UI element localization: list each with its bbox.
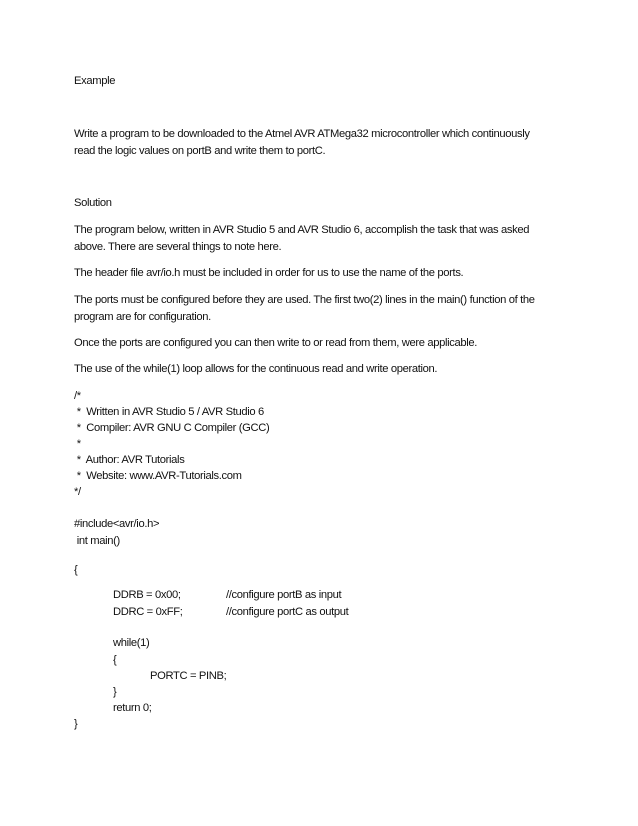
code-include: #include<avr/io.h>: [74, 518, 160, 530]
comment-close: */: [74, 486, 81, 498]
comment-open: /*: [74, 390, 81, 402]
problem-line-1: Write a program to be downloaded to the Atmel AVR ATMega32 microcontroller which continuously: [74, 128, 530, 140]
solution-heading: Solution: [74, 197, 112, 209]
code-ddrb-comment: //configure portB as input: [226, 589, 342, 601]
code-open-brace: {: [74, 564, 78, 576]
code-ddrb-statement: DDRB = 0x00;: [113, 589, 181, 601]
code-ddrc-statement: DDRC = 0xFF;: [113, 606, 183, 618]
comment-line-5: * Website: www.AVR-Tutorials.com: [74, 470, 242, 482]
paragraph-3-line-2: program are for configuration.: [74, 311, 211, 323]
code-return: return 0;: [113, 702, 152, 714]
paragraph-2: The header file avr/io.h must be included in order for us to use the name of the ports.: [74, 267, 464, 279]
paragraph-3-line-1: The ports must be configured before they are used. The first two(2) lines in the main() function of the: [74, 294, 535, 306]
code-portc-statement: PORTC = PINB;: [150, 670, 227, 682]
code-while: while(1): [113, 637, 150, 649]
paragraph-5: The use of the while(1) loop allows for the continuous read and write operation.: [74, 363, 438, 375]
paragraph-1-line-2: above. There are several things to note here.: [74, 241, 282, 253]
paragraph-4: Once the ports are configured you can then write to or read from them, were applicable.: [74, 337, 477, 349]
problem-line-2: read the logic values on portB and write them to portC.: [74, 145, 326, 157]
code-while-open-brace: {: [113, 654, 117, 666]
code-main-signature: int main(): [74, 535, 120, 547]
comment-line-2: * Compiler: AVR GNU C Compiler (GCC): [74, 422, 270, 434]
comment-line-4: * Author: AVR Tutorials: [74, 454, 185, 466]
comment-line-1: * Written in AVR Studio 5 / AVR Studio 6: [74, 406, 264, 418]
example-heading: Example: [74, 75, 116, 87]
code-while-close-brace: }: [113, 686, 117, 698]
comment-line-3: *: [74, 438, 81, 450]
code-ddrc-comment: //configure portC as output: [226, 606, 349, 618]
paragraph-1-line-1: The program below, written in AVR Studio 5 and AVR Studio 6, accomplish the task that was asked: [74, 224, 530, 236]
code-close-brace: }: [74, 718, 78, 730]
